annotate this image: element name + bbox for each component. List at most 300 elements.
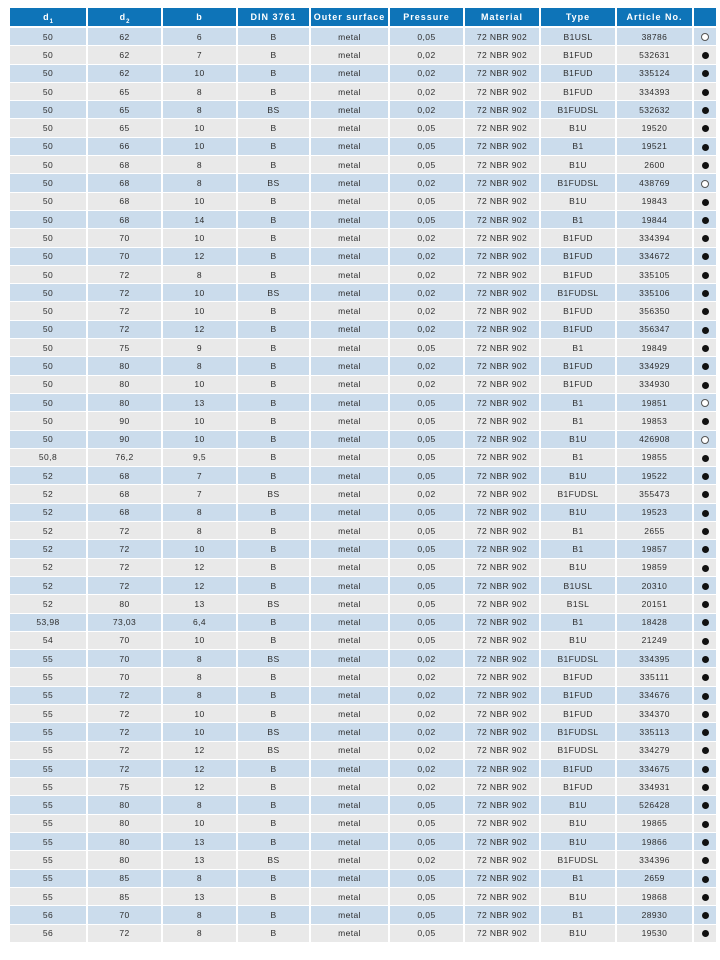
cell-din-3761: BS [238,284,311,302]
cell-pressure: 0,02 [390,742,465,760]
cell-din-3761: B [238,193,311,211]
cell-b: 8 [163,522,238,540]
cell-outer-surface: metal [311,65,390,83]
table-row [10,925,716,943]
table-row [10,211,716,229]
cell-pressure: 0,05 [390,595,465,613]
column-header-label: Type [565,12,591,22]
cell-outer-surface: metal [311,614,390,632]
cell-b: 10 [163,723,238,741]
cell-din-3761: B [238,522,311,540]
column-header-label: Article No. [626,12,683,22]
cell-material: 72 NBR 902 [465,742,541,760]
table-row [10,339,716,357]
cell-din-3761: BS [238,851,311,869]
cell-b: 12 [163,742,238,760]
cell-d1: 50 [10,376,88,394]
availability-marker-cell [694,376,716,394]
cell-outer-surface: metal [311,833,390,851]
cell-d2: 72 [88,925,163,943]
cell-d2: 80 [88,595,163,613]
cell-din-3761: B [238,156,311,174]
cell-d1: 50 [10,266,88,284]
cell-material: 72 NBR 902 [465,101,541,119]
cell-article-no: 19522 [617,467,694,485]
cell-material: 72 NBR 902 [465,668,541,686]
cell-pressure: 0,02 [390,321,465,339]
cell-d1: 50 [10,174,88,192]
cell-b: 12 [163,577,238,595]
cell-din-3761: B [238,83,311,101]
filled-circle-icon [702,455,709,462]
cell-b: 10 [163,632,238,650]
cell-type: B1U [541,156,617,174]
cell-material: 72 NBR 902 [465,46,541,64]
cell-b: 10 [163,540,238,558]
cell-type: B1FUD [541,778,617,796]
table-row [10,65,716,83]
cell-type: B1U [541,925,617,943]
cell-article-no: 19868 [617,888,694,906]
cell-article-no: 19859 [617,559,694,577]
cell-b: 12 [163,321,238,339]
cell-din-3761: B [238,119,311,137]
cell-article-no: 19530 [617,925,694,943]
cell-material: 72 NBR 902 [465,467,541,485]
filled-circle-icon [702,382,709,389]
cell-d2: 72 [88,540,163,558]
cell-d2: 72 [88,302,163,320]
cell-d1: 50 [10,394,88,412]
cell-outer-surface: metal [311,888,390,906]
cell-d2: 80 [88,376,163,394]
cell-b: 8 [163,266,238,284]
cell-d2: 66 [88,138,163,156]
availability-marker-cell [694,485,716,503]
availability-marker-cell [694,723,716,741]
cell-d1: 50 [10,65,88,83]
table-row [10,888,716,906]
cell-type: B1FUD [541,687,617,705]
open-circle-icon [701,33,709,41]
cell-outer-surface: metal [311,705,390,723]
cell-article-no: 532631 [617,46,694,64]
cell-outer-surface: metal [311,193,390,211]
cell-d1: 52 [10,522,88,540]
cell-din-3761: B [238,559,311,577]
cell-din-3761: B [238,357,311,375]
availability-marker-cell [694,925,716,943]
cell-d2: 72 [88,266,163,284]
cell-b: 13 [163,888,238,906]
cell-type: B1FUDSL [541,101,617,119]
cell-din-3761: BS [238,742,311,760]
cell-b: 7 [163,467,238,485]
cell-b: 6 [163,28,238,46]
table-row [10,723,716,741]
cell-material: 72 NBR 902 [465,138,541,156]
cell-d1: 55 [10,851,88,869]
cell-pressure: 0,02 [390,376,465,394]
cell-article-no: 2659 [617,870,694,888]
availability-marker-cell [694,467,716,485]
cell-article-no: 19857 [617,540,694,558]
cell-type: B1U [541,467,617,485]
availability-marker-cell [694,888,716,906]
cell-material: 72 NBR 902 [465,284,541,302]
cell-b: 8 [163,796,238,814]
table-row [10,851,716,869]
cell-d2: 72 [88,577,163,595]
cell-outer-surface: metal [311,668,390,686]
filled-circle-icon [702,693,709,700]
cell-pressure: 0,05 [390,193,465,211]
table-row [10,504,716,522]
cell-pressure: 0,02 [390,248,465,266]
cell-d1: 50 [10,229,88,247]
cell-type: B1FUDSL [541,851,617,869]
cell-pressure: 0,05 [390,339,465,357]
cell-b: 8 [163,925,238,943]
cell-outer-surface: metal [311,211,390,229]
cell-b: 8 [163,101,238,119]
cell-material: 72 NBR 902 [465,504,541,522]
cell-article-no: 334396 [617,851,694,869]
cell-type: B1 [541,211,617,229]
cell-material: 72 NBR 902 [465,595,541,613]
cell-din-3761: B [238,540,311,558]
cell-b: 13 [163,851,238,869]
cell-d2: 72 [88,559,163,577]
cell-material: 72 NBR 902 [465,522,541,540]
table-row [10,138,716,156]
cell-din-3761: B [238,339,311,357]
cell-type: B1FUD [541,321,617,339]
cell-article-no: 334279 [617,742,694,760]
cell-d2: 70 [88,229,163,247]
filled-circle-icon [702,107,709,114]
table-row [10,559,716,577]
cell-d1: 50 [10,339,88,357]
cell-type: B1 [541,412,617,430]
availability-marker-cell [694,632,716,650]
cell-pressure: 0,05 [390,119,465,137]
table-row [10,467,716,485]
cell-d1: 56 [10,925,88,943]
cell-din-3761: B [238,467,311,485]
cell-din-3761: B [238,778,311,796]
cell-d1: 50 [10,357,88,375]
cell-article-no: 334676 [617,687,694,705]
cell-type: B1FUD [541,705,617,723]
cell-article-no: 21249 [617,632,694,650]
cell-din-3761: B [238,796,311,814]
table-header [10,8,716,28]
cell-article-no: 38786 [617,28,694,46]
cell-d1: 56 [10,906,88,924]
availability-marker-cell [694,906,716,924]
cell-material: 72 NBR 902 [465,485,541,503]
column-header-din-3761 [238,8,311,28]
table-row [10,46,716,64]
cell-d1: 55 [10,833,88,851]
cell-d2: 72 [88,284,163,302]
table-row [10,522,716,540]
cell-pressure: 0,02 [390,650,465,668]
cell-type: B1FUD [541,83,617,101]
cell-outer-surface: metal [311,870,390,888]
cell-material: 72 NBR 902 [465,760,541,778]
cell-outer-surface: metal [311,687,390,705]
cell-article-no: 19849 [617,339,694,357]
cell-article-no: 335111 [617,668,694,686]
cell-d2: 62 [88,28,163,46]
table-row [10,229,716,247]
cell-article-no: 426908 [617,431,694,449]
cell-din-3761: B [238,614,311,632]
availability-marker-cell [694,138,716,156]
table-row [10,412,716,430]
cell-outer-surface: metal [311,796,390,814]
cell-type: B1USL [541,577,617,595]
table-row [10,742,716,760]
column-header-type [541,8,617,28]
filled-circle-icon [702,876,709,883]
availability-marker-cell [694,778,716,796]
cell-material: 72 NBR 902 [465,632,541,650]
cell-b: 8 [163,870,238,888]
cell-material: 72 NBR 902 [465,540,541,558]
cell-outer-surface: metal [311,540,390,558]
cell-d2: 68 [88,467,163,485]
table-row [10,870,716,888]
table-row [10,156,716,174]
cell-d1: 50 [10,248,88,266]
table-row [10,833,716,851]
cell-pressure: 0,05 [390,412,465,430]
cell-type: B1FUD [541,229,617,247]
cell-d1: 55 [10,668,88,686]
filled-circle-icon [702,125,709,132]
table-row [10,705,716,723]
cell-type: B1U [541,559,617,577]
cell-b: 10 [163,119,238,137]
cell-b: 14 [163,211,238,229]
availability-marker-cell [694,833,716,851]
cell-material: 72 NBR 902 [465,211,541,229]
cell-din-3761: B [238,302,311,320]
availability-marker-cell [694,851,716,869]
cell-type: B1FUD [541,357,617,375]
cell-type: B1U [541,632,617,650]
cell-type: B1FUD [541,266,617,284]
cell-outer-surface: metal [311,412,390,430]
cell-material: 72 NBR 902 [465,687,541,705]
cell-type: B1U [541,796,617,814]
table-row [10,577,716,595]
cell-type: B1 [541,394,617,412]
column-header-label: d [119,12,127,22]
filled-circle-icon [702,674,709,681]
table-row [10,83,716,101]
cell-b: 8 [163,906,238,924]
cell-d2: 70 [88,248,163,266]
column-header-availability-marker [694,8,716,28]
cell-type: B1 [541,339,617,357]
cell-type: B1U [541,119,617,137]
cell-din-3761: B [238,211,311,229]
filled-circle-icon [702,345,709,352]
cell-article-no: 532632 [617,101,694,119]
cell-type: B1 [541,906,617,924]
column-header-d1 [10,8,88,28]
table-row [10,632,716,650]
cell-material: 72 NBR 902 [465,339,541,357]
column-header-subscript: 2 [126,18,130,25]
cell-d1: 55 [10,723,88,741]
cell-din-3761: B [238,376,311,394]
cell-d2: 65 [88,101,163,119]
cell-din-3761: B [238,504,311,522]
cell-b: 8 [163,83,238,101]
availability-marker-cell [694,522,716,540]
cell-d2: 70 [88,632,163,650]
cell-din-3761: B [238,248,311,266]
cell-material: 72 NBR 902 [465,559,541,577]
cell-material: 72 NBR 902 [465,870,541,888]
cell-b: 13 [163,833,238,851]
cell-d1: 52 [10,485,88,503]
cell-outer-surface: metal [311,28,390,46]
filled-circle-icon [702,162,709,169]
cell-outer-surface: metal [311,138,390,156]
cell-material: 72 NBR 902 [465,833,541,851]
cell-d2: 65 [88,83,163,101]
column-header-label: Pressure [403,12,450,22]
cell-pressure: 0,02 [390,65,465,83]
cell-material: 72 NBR 902 [465,650,541,668]
cell-type: B1 [541,522,617,540]
cell-material: 72 NBR 902 [465,412,541,430]
cell-pressure: 0,05 [390,906,465,924]
cell-d2: 70 [88,668,163,686]
cell-din-3761: B [238,833,311,851]
cell-pressure: 0,05 [390,28,465,46]
cell-b: 8 [163,668,238,686]
cell-outer-surface: metal [311,742,390,760]
cell-article-no: 19843 [617,193,694,211]
cell-d1: 52 [10,467,88,485]
cell-pressure: 0,02 [390,302,465,320]
cell-d1: 50 [10,46,88,64]
availability-marker-cell [694,101,716,119]
table-row [10,687,716,705]
cell-type: B1FUDSL [541,742,617,760]
filled-circle-icon [702,418,709,425]
cell-pressure: 0,02 [390,851,465,869]
cell-material: 72 NBR 902 [465,357,541,375]
open-circle-icon [701,399,709,407]
filled-circle-icon [702,912,709,919]
column-header-label: Material [480,12,523,22]
cell-d1: 50 [10,28,88,46]
filled-circle-icon [702,235,709,242]
table-row [10,302,716,320]
cell-type: B1 [541,449,617,467]
cell-d2: 62 [88,46,163,64]
cell-din-3761: B [238,760,311,778]
cell-pressure: 0,05 [390,559,465,577]
cell-d1: 55 [10,870,88,888]
cell-din-3761: B [238,668,311,686]
cell-b: 10 [163,705,238,723]
header-row [10,8,716,28]
cell-b: 13 [163,394,238,412]
cell-article-no: 334929 [617,357,694,375]
column-header-article-no [617,8,694,28]
cell-d1: 50 [10,412,88,430]
cell-pressure: 0,05 [390,833,465,851]
filled-circle-icon [702,583,709,590]
cell-type: B1U [541,431,617,449]
filled-circle-icon [702,144,709,151]
table-row [10,28,716,46]
cell-article-no: 18428 [617,614,694,632]
cell-article-no: 334393 [617,83,694,101]
open-circle-icon [701,436,709,444]
availability-marker-cell [694,650,716,668]
cell-outer-surface: metal [311,248,390,266]
cell-din-3761: B [238,925,311,943]
cell-din-3761: B [238,138,311,156]
cell-article-no: 2655 [617,522,694,540]
cell-b: 9,5 [163,449,238,467]
cell-outer-surface: metal [311,46,390,64]
table-row [10,815,716,833]
cell-pressure: 0,02 [390,174,465,192]
cell-d2: 72 [88,742,163,760]
cell-outer-surface: metal [311,632,390,650]
cell-din-3761: BS [238,650,311,668]
cell-d2: 68 [88,211,163,229]
cell-d2: 80 [88,815,163,833]
cell-d2: 68 [88,485,163,503]
cell-d2: 73,03 [88,614,163,632]
cell-d1: 55 [10,687,88,705]
availability-marker-cell [694,339,716,357]
cell-d2: 72 [88,760,163,778]
cell-din-3761: B [238,888,311,906]
cell-din-3761: B [238,229,311,247]
cell-type: B1SL [541,595,617,613]
cell-b: 10 [163,284,238,302]
cell-b: 10 [163,376,238,394]
cell-article-no: 335124 [617,65,694,83]
availability-marker-cell [694,211,716,229]
cell-type: B1U [541,833,617,851]
cell-b: 10 [163,431,238,449]
cell-article-no: 19866 [617,833,694,851]
cell-material: 72 NBR 902 [465,778,541,796]
cell-outer-surface: metal [311,925,390,943]
cell-outer-surface: metal [311,504,390,522]
column-header-label: Outer surface [313,12,386,22]
cell-d1: 50 [10,284,88,302]
table-row [10,101,716,119]
filled-circle-icon [702,821,709,828]
cell-pressure: 0,05 [390,211,465,229]
filled-circle-icon [702,491,709,498]
